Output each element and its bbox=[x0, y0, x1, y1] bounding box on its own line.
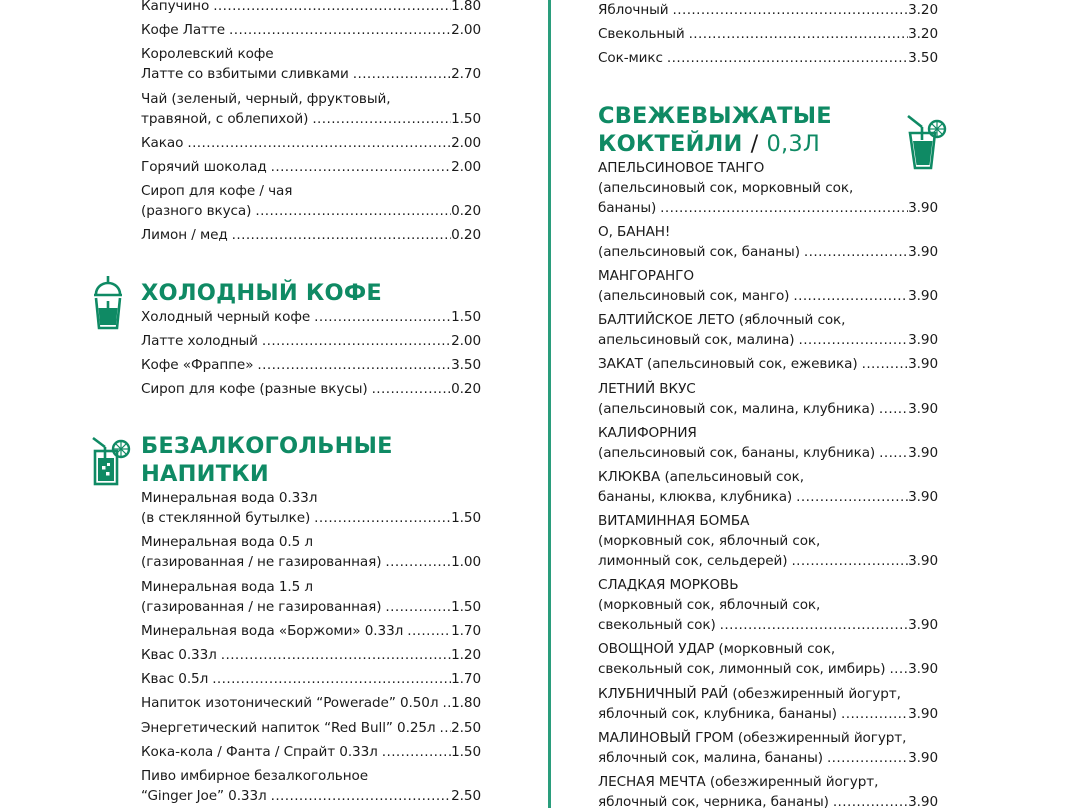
menu-item-name: Лимон / мед bbox=[141, 227, 228, 244]
menu-item-price-line bbox=[141, 645, 481, 665]
menu-item-price: 3.50 bbox=[908, 50, 938, 67]
menu-item bbox=[598, 639, 938, 679]
menu-item-price: 3.90 bbox=[908, 243, 938, 260]
menu-item-price-line bbox=[141, 786, 481, 806]
menu-item-description: АПЕЛЬСИНОВОЕ ТАНГО bbox=[598, 159, 765, 176]
dot-leader bbox=[689, 24, 909, 44]
dot-leader bbox=[827, 748, 908, 768]
dot-leader bbox=[833, 792, 908, 808]
menu-item bbox=[141, 0, 481, 16]
dot-leader bbox=[879, 443, 908, 463]
menu-item-price-line bbox=[141, 718, 481, 738]
menu-item-price-line bbox=[141, 0, 481, 16]
menu-item-name: (разного вкуса) bbox=[141, 203, 252, 220]
cold-coffee-title: ХОЛОДНЫЙ КОФЕ bbox=[141, 279, 382, 306]
menu-item bbox=[598, 728, 938, 768]
menu-item bbox=[141, 693, 481, 713]
menu-item bbox=[141, 669, 481, 689]
menu-item-description: КЛЮКВА (апельсиновый сок, bbox=[598, 468, 804, 485]
menu-item-price-line bbox=[598, 0, 938, 20]
menu-item bbox=[141, 645, 481, 665]
dot-leader bbox=[660, 198, 908, 218]
menu-item-name: (газированная / не газированная) bbox=[141, 554, 382, 571]
menu-item-price-line bbox=[598, 704, 938, 724]
menu-item-price: 2.50 bbox=[451, 719, 481, 736]
menu-item-name: яблочный сок, клубника, бананы) bbox=[598, 705, 838, 722]
dot-leader bbox=[673, 0, 909, 20]
menu-item-price-line bbox=[141, 552, 481, 572]
menu-item-price: 2.00 bbox=[451, 158, 481, 175]
cocktails-title-line1: СВЕЖЕВЫЖАТЫЕ bbox=[598, 102, 832, 129]
dot-leader bbox=[720, 615, 908, 635]
menu-item-name: Латте холодный bbox=[141, 332, 258, 349]
menu-item-price-line bbox=[141, 331, 481, 351]
menu-item-name: Квас 0.33л bbox=[141, 647, 217, 663]
dot-leader bbox=[213, 0, 451, 16]
menu-item bbox=[598, 772, 938, 808]
menu-item-price-line bbox=[141, 597, 481, 617]
dot-leader bbox=[796, 487, 908, 507]
menu-item-price: 1.80 bbox=[451, 695, 481, 712]
menu-item bbox=[141, 181, 481, 221]
dot-leader bbox=[382, 742, 451, 762]
dot-leader bbox=[271, 786, 452, 806]
menu-item-description: МАНГОРАНГО bbox=[598, 267, 694, 284]
menu-item-price: 3.90 bbox=[908, 488, 938, 505]
menu-item-description: Минеральная вода 1.5 л bbox=[141, 578, 313, 595]
menu-item-price: 1.70 bbox=[451, 671, 481, 688]
menu-item-price: 3.90 bbox=[908, 617, 938, 634]
menu-item-price: 3.20 bbox=[908, 26, 938, 43]
menu-item-price-line bbox=[598, 286, 938, 306]
juice-list bbox=[598, 0, 938, 68]
menu-item bbox=[598, 511, 938, 571]
menu-item-price-line bbox=[141, 621, 481, 641]
menu-item-price: 3.90 bbox=[908, 705, 938, 722]
menu-item-price: 2.00 bbox=[451, 134, 481, 151]
menu-item-description: Чай (зеленый, черный, фруктовый, bbox=[141, 90, 391, 107]
dot-leader bbox=[229, 20, 451, 40]
menu-item-price: 3.20 bbox=[908, 2, 938, 18]
menu-item bbox=[598, 379, 938, 419]
menu-item-price: 1.80 bbox=[451, 0, 481, 14]
menu-item-description: (морковный сок, яблочный сок, bbox=[598, 597, 821, 614]
menu-item-name: ЗАКАТ (апельсиновый сок, ежевика) bbox=[598, 356, 858, 373]
menu-item-price-line bbox=[141, 64, 481, 84]
menu-item-price: 3.90 bbox=[908, 553, 938, 570]
menu-item-description: (морковный сок, яблочный сок, bbox=[598, 533, 821, 550]
menu-item bbox=[141, 133, 481, 153]
dot-leader bbox=[385, 552, 451, 572]
menu-item-price-line bbox=[141, 157, 481, 177]
menu-item-description: (апельсиновый сок, морковный сок, bbox=[598, 179, 854, 196]
menu-item-description: КЛУБНИЧНЫЙ РАЙ (обезжиренный йогурт, bbox=[598, 685, 901, 702]
menu-item-name: Сок-микс bbox=[598, 50, 663, 67]
left-column bbox=[141, 0, 481, 808]
menu-item-price: 1.50 bbox=[451, 743, 481, 760]
menu-item-name: Сироп для кофе (разные вкусы) bbox=[141, 381, 368, 398]
menu-item-price-line bbox=[598, 551, 938, 571]
menu-item-price: 0.20 bbox=[451, 203, 481, 220]
menu-item-description: ЛЕТНИЙ ВКУС bbox=[598, 380, 696, 397]
menu-item-price: 1.50 bbox=[451, 598, 481, 615]
menu-item-name: яблочный сок, малина, бананы) bbox=[598, 749, 823, 766]
menu-item bbox=[598, 684, 938, 724]
menu-item-name: (апельсиновый сок, бананы, клубника) bbox=[598, 444, 876, 461]
cocktail-glass-icon bbox=[906, 114, 948, 170]
menu-item-price: 2.70 bbox=[451, 66, 481, 83]
menu-item-name: (газированная / не газированная) bbox=[141, 598, 382, 615]
menu-item bbox=[141, 355, 481, 375]
cocktails-title-line2: КОКТЕЙЛИ bbox=[598, 130, 743, 157]
menu-item bbox=[141, 766, 481, 806]
menu-item bbox=[141, 89, 481, 129]
menu-item-price-line bbox=[598, 659, 938, 679]
soft-drinks-title-line1: БЕЗАЛКОГОЛЬНЫЕ bbox=[141, 433, 393, 460]
menu-item-price-line bbox=[141, 109, 481, 129]
menu-item-price-line bbox=[141, 133, 481, 153]
hot-drinks-list bbox=[141, 0, 481, 245]
menu-item bbox=[141, 44, 481, 84]
menu-item-price: 3.50 bbox=[451, 356, 481, 373]
menu-item bbox=[598, 354, 938, 374]
menu-item bbox=[141, 488, 481, 528]
menu-item-price-line bbox=[141, 693, 481, 713]
menu-item-price: 3.90 bbox=[908, 199, 938, 216]
menu-item-price-line bbox=[598, 443, 938, 463]
dot-leader bbox=[314, 307, 451, 327]
menu-item-name: “Ginger Joe” 0.33л bbox=[141, 787, 267, 804]
dot-leader bbox=[372, 379, 452, 399]
menu-item-name: Кока-кола / Фанта / Спрайт 0.33л bbox=[141, 743, 378, 760]
menu-item-price-line bbox=[141, 508, 481, 528]
menu-item-name: яблочный сок, черника, бананы) bbox=[598, 794, 829, 808]
dot-leader bbox=[385, 597, 451, 617]
menu-item-price-line bbox=[141, 379, 481, 399]
soft-drinks-heading bbox=[141, 432, 481, 488]
menu-item-price: 3.90 bbox=[908, 444, 938, 461]
menu-item-name: Латте со взбитыми сливками bbox=[141, 66, 349, 83]
menu-item-price: 3.90 bbox=[908, 287, 938, 304]
menu-item-price-line bbox=[141, 742, 481, 762]
menu-item bbox=[141, 621, 481, 641]
menu-item-price-line bbox=[598, 354, 938, 374]
dot-leader bbox=[221, 645, 451, 665]
menu-item bbox=[598, 0, 938, 20]
menu-item-price-line bbox=[598, 24, 938, 44]
dot-leader bbox=[187, 133, 451, 153]
cocktails-title-slash: / bbox=[750, 130, 759, 157]
menu-item-name: (апельсиновый сок, манго) bbox=[598, 287, 790, 304]
menu-item-name: травяной, с облепихой) bbox=[141, 110, 309, 127]
menu-item-price-line bbox=[598, 487, 938, 507]
menu-item bbox=[141, 718, 481, 738]
menu-item bbox=[598, 24, 938, 44]
dot-leader bbox=[841, 704, 908, 724]
menu-item-price: 1.50 bbox=[451, 510, 481, 527]
cold-coffee-heading bbox=[141, 279, 481, 307]
menu-item bbox=[141, 379, 481, 399]
cocktails-heading bbox=[598, 102, 938, 158]
menu-item bbox=[141, 157, 481, 177]
menu-item bbox=[598, 48, 938, 68]
dot-leader bbox=[255, 201, 451, 221]
menu-item-price: 1.00 bbox=[451, 554, 481, 571]
dot-leader bbox=[314, 508, 451, 528]
menu-item-price-line bbox=[141, 225, 481, 245]
soft-drinks-title-line2: НАПИТКИ bbox=[141, 461, 269, 488]
dot-leader bbox=[889, 659, 908, 679]
menu-item-price-line bbox=[141, 669, 481, 689]
menu-item-name: Какао bbox=[141, 134, 184, 151]
menu-item-name: (апельсиновый сок, бананы) bbox=[598, 243, 800, 260]
menu-item-name: Кофе «Фраппе» bbox=[141, 356, 254, 373]
menu-item-description: КАЛИФОРНИЯ bbox=[598, 424, 697, 441]
menu-item-price: 2.00 bbox=[451, 332, 481, 349]
menu-item-price: 1.70 bbox=[451, 622, 481, 639]
cocktails-list bbox=[598, 158, 938, 808]
menu-item-description: О, БАНАН! bbox=[598, 223, 671, 240]
menu-item-price: 3.90 bbox=[908, 749, 938, 766]
menu-item-price: 1.50 bbox=[451, 110, 481, 127]
menu-item bbox=[598, 266, 938, 306]
menu-item-name: Энергетический напиток “Red Bull” 0.25л bbox=[141, 719, 436, 736]
menu-item-description: СЛАДКАЯ МОРКОВЬ bbox=[598, 577, 739, 594]
cold-coffee-list bbox=[141, 307, 481, 400]
menu-item-price: 1.50 bbox=[451, 308, 481, 325]
dot-leader bbox=[793, 286, 908, 306]
menu-item-name: Кофе Латте bbox=[141, 22, 226, 39]
menu-item bbox=[598, 467, 938, 507]
menu-item bbox=[141, 532, 481, 572]
dot-leader bbox=[312, 109, 451, 129]
menu-item bbox=[141, 225, 481, 245]
right-column bbox=[598, 0, 938, 808]
menu-item-price: 3.90 bbox=[908, 356, 938, 373]
menu-item-price: 3.90 bbox=[908, 332, 938, 349]
menu-item-description: Сироп для кофе / чая bbox=[141, 183, 293, 200]
menu-item-name: Капучино bbox=[141, 0, 210, 14]
menu-item-price-line bbox=[598, 615, 938, 635]
menu-item bbox=[141, 20, 481, 40]
menu-item bbox=[598, 222, 938, 262]
menu-item-description: МАЛИНОВЫЙ ГРОМ (обезжиренный йогурт, bbox=[598, 729, 907, 746]
soft-drinks-list bbox=[141, 488, 481, 806]
menu-item-name: лимонный сок, сельдерей) bbox=[598, 553, 788, 570]
menu-item-name: свекольный сок, лимонный сок, имбирь) bbox=[598, 661, 886, 678]
menu-item-price: 3.90 bbox=[908, 661, 938, 678]
menu-item bbox=[141, 742, 481, 762]
menu-item bbox=[141, 577, 481, 617]
menu-item-price-line bbox=[141, 307, 481, 327]
menu-item-description: Пиво имбирное безалкогольное bbox=[141, 767, 368, 784]
menu-item bbox=[598, 575, 938, 635]
dot-leader bbox=[879, 399, 908, 419]
menu-item-name: бананы, клюква, клубника) bbox=[598, 488, 793, 505]
menu-item-description: ВИТАМИННАЯ БОМБА bbox=[598, 513, 750, 530]
dot-leader bbox=[798, 330, 908, 350]
menu-item-price-line bbox=[598, 748, 938, 768]
menu-item-price: 0.20 bbox=[451, 227, 481, 244]
dot-leader bbox=[271, 157, 451, 177]
dot-leader bbox=[440, 718, 452, 738]
soft-drink-glass-icon bbox=[91, 436, 131, 486]
column-divider bbox=[548, 0, 551, 808]
dot-leader bbox=[791, 551, 908, 571]
menu-item-price-line bbox=[598, 48, 938, 68]
menu-item-name: свекольный сок) bbox=[598, 617, 716, 634]
menu-item-description: Минеральная вода 0.33л bbox=[141, 490, 318, 507]
dot-leader bbox=[353, 64, 451, 84]
menu-item-price-line bbox=[598, 198, 938, 218]
menu-item-description: Минеральная вода 0.5 л bbox=[141, 534, 313, 551]
menu-item-price-line bbox=[598, 792, 938, 808]
dot-leader bbox=[257, 355, 451, 375]
menu-item-price: 1.20 bbox=[451, 647, 481, 663]
menu-item-name: апельсиновый сок, малина) bbox=[598, 332, 795, 349]
menu-item bbox=[141, 331, 481, 351]
menu-item-name: Минеральная вода «Боржоми» 0.33л bbox=[141, 622, 404, 639]
dot-leader bbox=[862, 354, 909, 374]
dot-leader bbox=[804, 242, 908, 262]
dot-leader bbox=[212, 669, 451, 689]
menu-item-description: Королевский кофе bbox=[141, 46, 274, 63]
menu-item-price-line bbox=[141, 355, 481, 375]
iced-coffee-cup-icon bbox=[93, 276, 123, 330]
menu-item-price-line bbox=[598, 242, 938, 262]
menu-item-price-line bbox=[141, 201, 481, 221]
menu-item-name: (в стеклянной бутылке) bbox=[141, 510, 311, 527]
menu-item bbox=[598, 310, 938, 350]
dot-leader bbox=[407, 621, 451, 641]
menu-item-price-line bbox=[598, 330, 938, 350]
menu-item-price-line bbox=[141, 20, 481, 40]
menu-item-name: Квас 0.5л bbox=[141, 671, 209, 688]
menu-item-description: БАЛТИЙСКОЕ ЛЕТО (яблочный сок, bbox=[598, 312, 846, 329]
menu-item-price-line bbox=[598, 399, 938, 419]
menu-item-name: бананы) bbox=[598, 199, 657, 216]
dot-leader bbox=[442, 693, 451, 713]
menu-item-price: 2.50 bbox=[451, 787, 481, 804]
menu-item-name: Свекольный bbox=[598, 26, 685, 43]
menu-item-name: Горячий шоколад bbox=[141, 158, 267, 175]
dot-leader bbox=[262, 331, 451, 351]
menu-item-price: 3.90 bbox=[908, 794, 938, 808]
menu-item-name: Холодный черный кофе bbox=[141, 308, 311, 325]
menu-item-name: Напиток изотонический “Powerade” 0.50л bbox=[141, 695, 439, 712]
menu-item-name: Яблочный bbox=[598, 2, 669, 18]
menu-item-price: 2.00 bbox=[451, 22, 481, 39]
menu-item-name: (апельсиновый сок, малина, клубника) bbox=[598, 400, 875, 417]
dot-leader bbox=[667, 48, 908, 68]
menu-item-price: 0.20 bbox=[451, 381, 481, 398]
menu-item-description: ЛЕСНАЯ МЕЧТА (обезжиренный йогурт, bbox=[598, 774, 879, 790]
menu-item bbox=[598, 423, 938, 463]
menu-item bbox=[141, 307, 481, 327]
menu-item-description: ОВОЩНОЙ УДАР (морковный сок, bbox=[598, 641, 836, 658]
menu-item-price: 3.90 bbox=[908, 400, 938, 417]
menu-item bbox=[598, 158, 938, 218]
cocktails-volume: 0,3Л bbox=[766, 130, 820, 157]
dot-leader bbox=[232, 225, 451, 245]
